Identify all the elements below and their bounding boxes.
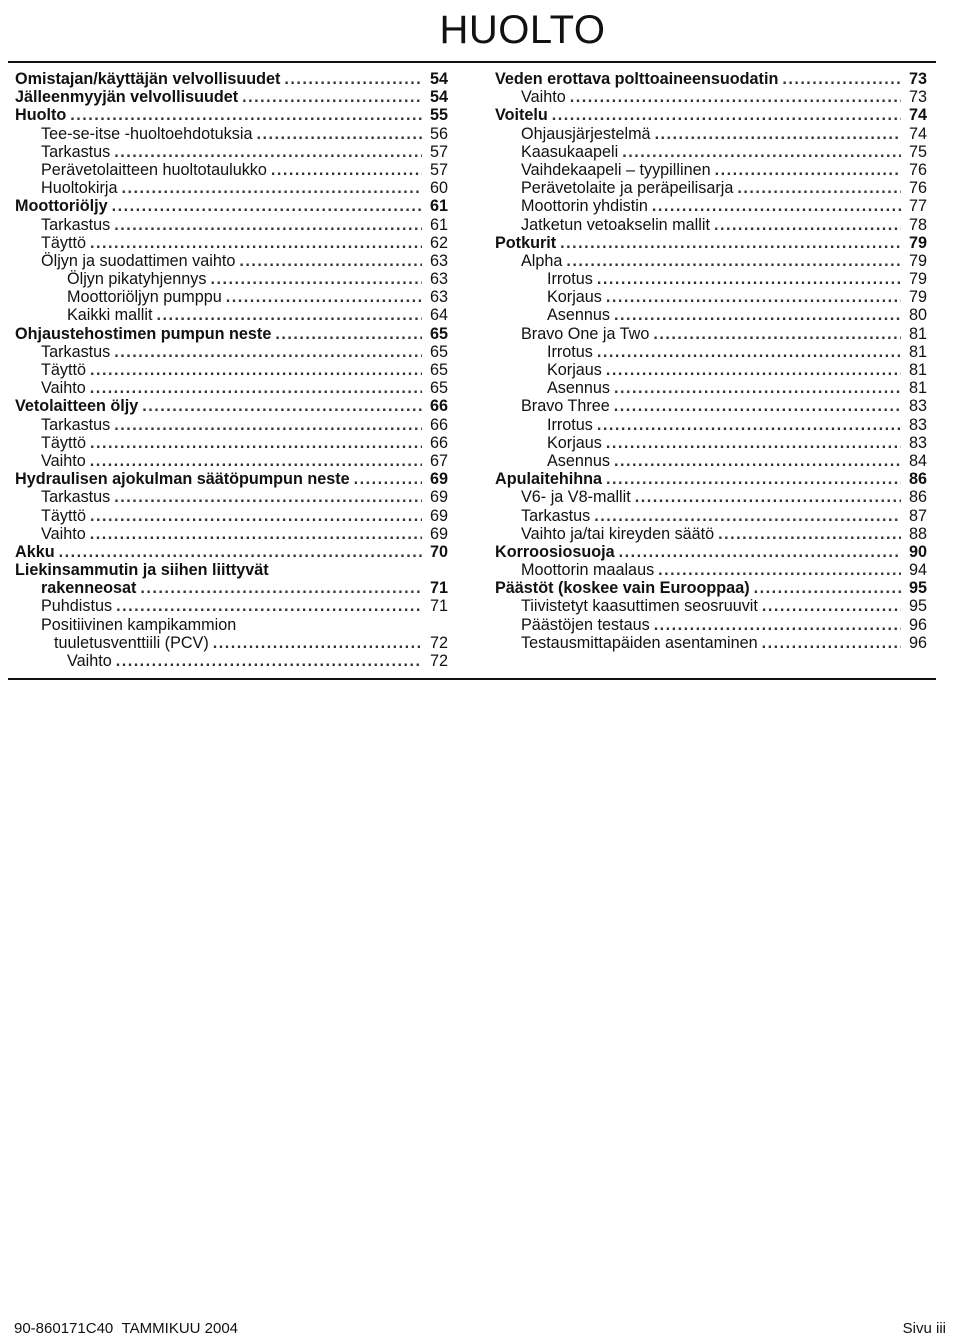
toc-entry[interactable] [15,343,448,361]
toc-entry-label: Tiivistetyt kaasuttimen seosruuvit [521,597,758,616]
toc-entry-label: Bravo One ja Two [521,324,650,343]
toc-entry[interactable] [15,216,448,234]
toc-entry-page: 74 [908,106,927,125]
dot-leader [594,507,901,525]
toc-entry-label: tuuletusventtiili (PCV) [54,633,209,652]
dot-leader [116,597,422,615]
dot-leader [754,579,901,597]
toc-entry[interactable] [495,197,927,215]
toc-entry-label: Ohjausjärjestelmä [521,124,651,143]
toc-entry-label: Vaihto [41,524,86,543]
toc-entry[interactable] [15,525,448,543]
toc-entry-label: Ohjaustehostimen pumpun neste [15,324,272,343]
toc-entry-label: Moottorin maalaus [521,561,655,580]
dot-leader [737,179,901,197]
dot-leader [658,561,901,579]
toc-entry-page: 87 [908,506,927,525]
toc-entry-page: 95 [908,597,927,616]
dot-leader [140,579,422,597]
toc-entry-label: Vaihto ja/tai kireyden säätö [521,524,715,543]
dot-leader [239,252,422,270]
dot-leader [614,397,901,415]
toc-entry-page: 57 [429,142,448,161]
toc-entry-label: Korjaus [547,288,602,307]
dot-leader [114,343,422,361]
dot-leader [619,543,901,561]
toc-entry-page: 83 [908,433,927,452]
dot-leader [90,379,422,397]
toc-entry-page: 78 [908,215,927,234]
toc-entry[interactable] [15,325,448,343]
toc-entry[interactable] [495,125,927,143]
toc-entry[interactable] [15,616,448,634]
toc-entry-page: 75 [908,142,927,161]
dot-leader [90,525,422,543]
toc-entry-page: 96 [908,615,927,634]
toc-entry-page: 74 [908,124,927,143]
dot-leader [121,179,422,197]
toc-entry-page: 70 [429,542,448,561]
toc-entry[interactable] [495,343,927,361]
dot-leader [614,306,901,324]
dot-leader [614,452,901,470]
dot-leader [271,161,422,179]
dot-leader [275,325,422,343]
toc-entry-label: Tarkastus [521,506,591,525]
toc-entry-page: 71 [429,579,448,598]
toc-entry-label: Huoltokirja [41,179,118,198]
toc-entry-label: Kaikki mallit [67,306,153,325]
dot-leader [70,106,422,124]
dot-leader [654,616,901,634]
dot-leader [622,143,901,161]
toc-entry[interactable] [495,325,927,343]
toc-entry-page: 77 [908,197,927,216]
toc-entry[interactable] [15,161,448,179]
toc-entry-label: Liekinsammutin ja siihen liittyvät [15,561,269,580]
dot-leader [112,197,422,215]
toc-entry-label: Jatketun vetoakselin mallit [521,215,710,234]
toc-entry-label: Voitelu [495,106,548,125]
toc-entry[interactable] [495,561,927,579]
toc-entry-label: Moottoriöljy [15,197,108,216]
dot-leader [606,434,901,452]
toc-entry[interactable] [15,416,448,434]
toc-entry-page: 65 [429,379,448,398]
toc-entry-label: Täyttö [41,433,86,452]
toc-entry[interactable] [15,197,448,215]
dot-leader [90,234,422,252]
toc-entry[interactable] [495,616,927,634]
dot-leader [114,416,422,434]
toc-entry-page: 61 [429,215,448,234]
toc-entry[interactable] [15,452,448,470]
toc-entry[interactable] [15,88,448,106]
toc-entry-page: 66 [429,397,448,416]
toc-entry[interactable] [15,597,448,615]
toc-entry-label: Vetolaitteen öljy [15,397,139,416]
footer-date: TAMMIKUU 2004 [121,1320,239,1337]
toc-entry-page: 62 [429,233,448,252]
toc-entry-label: Vaihdekaapeli – tyypillinen [521,160,711,179]
dot-leader [718,525,901,543]
toc-entry[interactable] [15,379,448,397]
toc-entry-page: 72 [429,652,448,670]
dot-leader [714,216,901,234]
toc-entry-label: Vaihto [41,451,86,470]
toc-entry-label: Irrotus [547,415,593,434]
toc-entry[interactable] [495,234,927,252]
toc-entry-label: Täyttö [41,233,86,252]
dot-leader [114,143,422,161]
footer-page-number: Sivu iii [902,1320,946,1337]
dot-leader [116,652,422,670]
toc-entry[interactable] [495,597,927,615]
toc-entry[interactable] [15,270,448,288]
toc-entry-label: Irrotus [547,270,593,289]
toc-entry-page: 84 [908,451,927,470]
toc-entry[interactable] [15,397,448,415]
toc-entry[interactable] [15,434,448,452]
toc-entry-label: Testausmittapäiden asentaminen [521,633,758,652]
dot-leader [762,634,901,652]
toc-entry[interactable] [495,488,927,506]
toc-entry-page: 55 [429,106,448,125]
toc-entry-label: Asennus [547,451,610,470]
toc-entry-page: 79 [908,288,927,307]
bottom-divider [8,678,936,680]
toc-entry-label: Puhdistus [41,597,113,616]
toc-entry[interactable] [495,288,927,306]
toc-entry[interactable] [495,543,927,561]
toc-entry-label: Alpha [521,251,563,270]
toc-entry-label: Tarkastus [41,488,111,507]
toc-entry[interactable] [15,488,448,506]
toc-entry-page: 66 [429,433,448,452]
toc-entry-page: 63 [429,270,448,289]
toc-entry-page: 83 [908,415,927,434]
dot-leader [142,397,422,415]
toc-entry-label: Öljyn pikatyhjennys [67,270,207,289]
toc-entry-label: Moottoriöljyn pumppu [67,288,222,307]
toc-entry-page: 81 [908,379,927,398]
dot-leader [59,543,422,561]
toc-entry-label: Korroosiosuoja [495,542,615,561]
toc-entry[interactable] [15,143,448,161]
toc-entry[interactable] [15,361,448,379]
toc-entry[interactable] [15,179,448,197]
toc-entry-label: Irrotus [547,342,593,361]
toc-entry-page: 81 [908,361,927,379]
toc-entry[interactable] [495,470,927,488]
toc-entry-label: Korjaus [547,433,602,452]
dot-leader [560,234,901,252]
toc-entry-page: 73 [908,70,927,88]
toc-entry-page: 88 [908,524,927,543]
toc-entry[interactable] [495,252,927,270]
toc-entry-label: Tarkastus [41,142,111,161]
toc-entry-page: 76 [908,160,927,179]
toc-entry[interactable] [495,434,927,452]
toc-entry-page: 96 [908,633,927,652]
dot-leader [354,470,422,488]
dot-leader [597,343,901,361]
dot-leader [606,470,901,488]
toc-entry-page: 90 [908,542,927,561]
toc-entry-label: Huolto [15,106,67,125]
toc-entry-label: Omistajan/käyttäjän velvollisuudet [15,70,281,88]
dot-leader [635,488,901,506]
dot-leader [90,507,422,525]
dot-leader [242,88,422,106]
toc-entry[interactable] [495,634,927,652]
toc-entry-label: Perävetolaitteen huoltotaulukko [41,160,267,179]
toc-entry-page: 76 [908,179,927,198]
dot-leader [652,197,901,215]
toc-entry-page: 79 [908,251,927,270]
toc-entry-label: Täyttö [41,506,86,525]
dot-leader [284,70,422,88]
toc-entry-label: Kaasukaapeli [521,142,619,161]
toc-entry-page: 66 [429,415,448,434]
toc-entry-label: Akku [15,542,55,561]
toc-entry[interactable] [495,161,927,179]
toc-entry-page: 79 [908,233,927,252]
toc-entry-page: 67 [429,451,448,470]
toc-entry[interactable] [495,452,927,470]
dot-leader [552,106,901,124]
toc-entry-page: 71 [429,597,448,616]
dot-leader [655,125,901,143]
toc-entry-label: Asennus [547,379,610,398]
dot-leader [782,70,901,88]
toc-entry[interactable] [15,579,448,597]
toc-entry[interactable] [495,379,927,397]
toc-entry-label: Vaihto [521,88,566,107]
dot-leader [210,270,422,288]
toc-entry-page: 56 [429,124,448,143]
toc-entry-page: 95 [908,579,927,598]
toc-entry[interactable] [15,507,448,525]
toc-entry-page: 63 [429,288,448,307]
toc-entry[interactable] [495,143,927,161]
toc-entry-page: 83 [908,397,927,416]
toc-entry[interactable] [15,106,448,124]
toc-entry-page: 65 [429,361,448,379]
dot-leader [213,634,422,652]
toc-entry[interactable] [15,306,448,324]
toc-entry-label: Tee-se-itse -huoltoehdotuksia [41,124,253,143]
toc-entry-page: 94 [908,561,927,580]
toc-entry-page: 65 [429,324,448,343]
dot-leader [614,379,901,397]
toc-entry-label: V6- ja V8-mallit [521,488,631,507]
toc-entry-page: 57 [429,160,448,179]
dot-leader [653,325,901,343]
toc-entry-page: 69 [429,506,448,525]
toc-entry-label: Tarkastus [41,415,111,434]
toc-entry-page: 86 [908,470,927,489]
toc-entry[interactable] [15,125,448,143]
toc-entry[interactable] [15,234,448,252]
toc-entry[interactable] [495,361,927,379]
toc-entry[interactable] [15,252,448,270]
dot-leader [762,597,901,615]
toc-entry[interactable] [15,543,448,561]
toc-left-column [15,70,448,670]
dot-leader [90,361,422,379]
toc-entry[interactable] [495,179,927,197]
toc-entry-page: 54 [429,88,448,107]
toc-entry-page: 73 [908,88,927,107]
toc-entry-label: Perävetolaite ja peräpeilisarja [521,179,734,198]
toc-entry-page: 69 [429,524,448,543]
footer-doc-code: 90-860171C40 [14,1320,114,1337]
toc-entry[interactable] [495,507,927,525]
toc-entry-label: Veden erottava polttoaineensuodatin [495,70,779,88]
toc-entry-label: Positiivinen kampikammion [41,615,237,634]
toc-entry-label: Moottorin yhdistin [521,197,648,216]
toc-entry-label: Täyttö [41,361,86,379]
footer-doc-info [14,1320,238,1337]
toc-entry-label: Potkurit [495,233,557,252]
dot-leader [90,434,422,452]
toc-entry-page: 72 [429,633,448,652]
dot-leader [570,88,901,106]
dot-leader [90,452,422,470]
toc-entry[interactable] [495,70,927,88]
toc-entry[interactable] [15,70,448,88]
toc-entry-label: Hydraulisen ajokulman säätöpumpun neste [15,470,350,489]
toc-entry-label: rakenneosat [41,579,137,598]
dot-leader [597,416,901,434]
dot-leader [715,161,901,179]
dot-leader [566,252,901,270]
toc-entry-label: Asennus [547,306,610,325]
toc-entry-page: 81 [908,342,927,361]
toc-entry[interactable] [15,634,448,652]
toc-entry[interactable] [495,525,927,543]
toc-entry-page: 81 [908,324,927,343]
toc-entry[interactable] [495,416,927,434]
dot-leader [606,288,901,306]
toc-entry[interactable] [495,270,927,288]
toc-entry-label: Vaihto [41,379,86,398]
toc-entry-page: 65 [429,342,448,361]
toc-entry-label: Päästöt (koskee vain Eurooppaa) [495,579,750,598]
toc-entry[interactable] [495,88,927,106]
toc-entry[interactable] [495,106,927,124]
toc-entry-label: Bravo Three [521,397,610,416]
dot-leader [597,270,901,288]
toc-entry-label: Jälleenmyyjän velvollisuudet [15,88,239,107]
toc-entry-label: Vaihto [67,652,112,670]
toc-entry-label: Öljyn ja suodattimen vaihto [41,251,236,270]
toc-entry[interactable] [15,288,448,306]
toc-entry[interactable] [15,652,448,670]
toc-entry[interactable] [495,397,927,415]
toc-entry[interactable] [495,216,927,234]
toc-entry-page: 63 [429,251,448,270]
toc-entry[interactable] [15,470,448,488]
dot-leader [606,361,901,379]
toc-entry-page: 80 [908,306,927,325]
toc-entry-label: Tarkastus [41,342,111,361]
toc-entry-page: 69 [429,488,448,507]
dot-leader [114,216,422,234]
toc-entry-label: Tarkastus [41,215,111,234]
dot-leader [226,288,422,306]
dot-leader [114,488,422,506]
toc-entry-page: 79 [908,270,927,289]
toc-entry[interactable] [495,306,927,324]
toc-entry-page: 86 [908,488,927,507]
toc-entry-label: Korjaus [547,361,602,379]
toc-entry-page: 61 [429,197,448,216]
toc-right-column [495,70,927,652]
toc-entry[interactable] [15,561,448,579]
top-divider [8,61,936,63]
dot-leader [156,306,422,324]
toc-entry[interactable] [495,579,927,597]
toc-entry-page: 60 [429,179,448,198]
toc-entry-page: 69 [429,470,448,489]
toc-entry-page: 64 [429,306,448,325]
toc-entry-label: Apulaitehihna [495,470,603,489]
page-title: HUOLTO [439,8,606,52]
toc-entry-page: 54 [429,70,448,88]
toc-entry-label: Päästöjen testaus [521,615,650,634]
dot-leader [256,125,422,143]
